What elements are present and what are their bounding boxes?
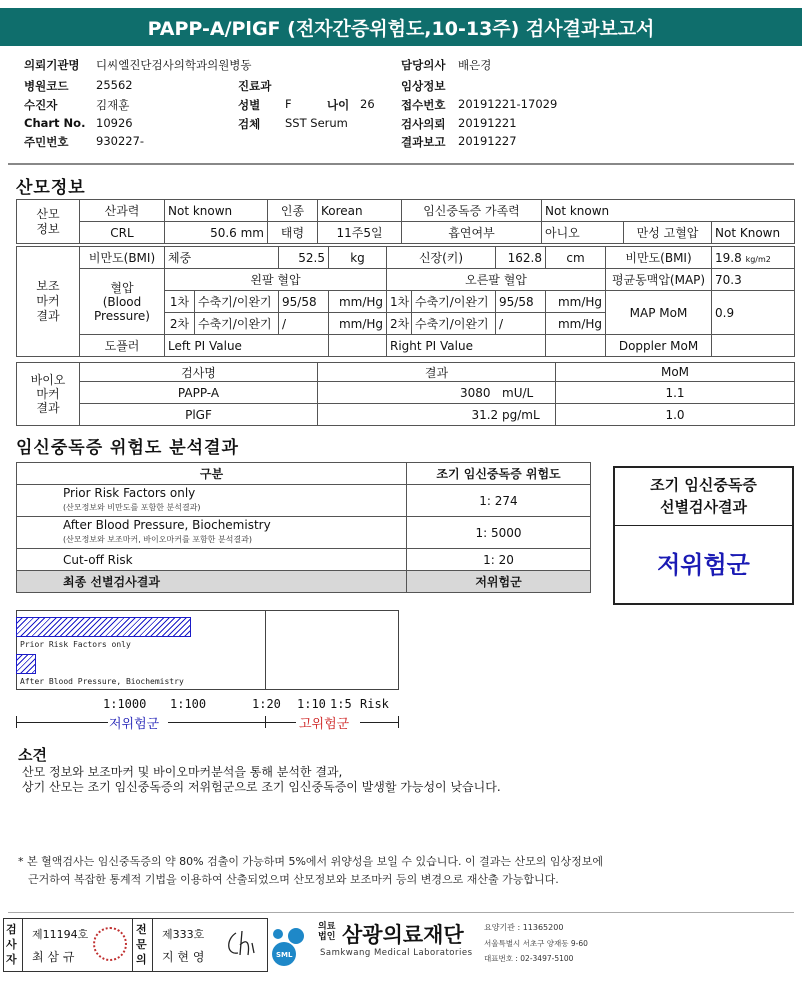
low-risk-line-right <box>168 722 296 723</box>
right-bp1-unit: mm/Hg <box>546 291 606 313</box>
weight-unit: kg <box>329 247 387 269</box>
risk-value: 1: 274 <box>407 485 591 517</box>
dept-label: 진료과 <box>238 79 272 93</box>
final-result-label: 최종 선별검사결과 <box>17 571 407 593</box>
request-value: 20191221 <box>458 116 517 130</box>
height-value: 162.8 <box>496 247 546 269</box>
org-phone: 대표번호 : 02-3497-5100 <box>484 954 574 963</box>
parity-value: Not known <box>165 200 268 222</box>
risk-note: (산모정보와 비만도를 포함한 분석결과) <box>63 503 201 512</box>
institution-value: 디씨엘진단검사의학과의원병동 <box>96 58 252 72</box>
chart-no-value: 10926 <box>96 116 133 130</box>
org-address: 서울특별시 서초구 양재동 9-60 <box>484 939 588 948</box>
right-round2: 2차 <box>387 313 412 335</box>
final-result-value: 저위험군 <box>407 571 591 593</box>
examiner-label: 검사자 <box>6 923 17 966</box>
smoking-value: 아니오 <box>542 222 624 244</box>
race-label: 인종 <box>268 200 318 222</box>
request-label: 검사의뢰 <box>401 117 446 131</box>
specialist-no: 제333호 <box>162 928 205 941</box>
chart-no-label: Chart No. <box>24 116 86 130</box>
recipient-label: 수진자 <box>24 98 58 112</box>
markers-table <box>16 246 795 357</box>
signature-icon <box>222 925 262 961</box>
risk-bar-after-label: After Blood Pressure, Biochemistry <box>20 677 184 686</box>
left-pi-value <box>329 335 387 357</box>
right-pi-label: Right PI Value <box>387 335 546 357</box>
risk-bar-after <box>16 654 36 674</box>
examiner-no: 제11194호 <box>32 928 89 941</box>
col-early-risk: 조기 임신중독증 위험도 <box>407 463 591 485</box>
map-mom-label: MAP MoM <box>606 291 712 335</box>
family-history-label: 임신중독증 가족력 <box>402 200 542 222</box>
sex-label: 성별 <box>238 98 261 112</box>
right-sd-label-2: 수축기/이완기 <box>412 313 496 335</box>
report-title: PAPP-A/PlGF (전자간증위험도,10-13주) 검사결과보고서 <box>0 8 802 46</box>
sex-value: F <box>285 97 292 111</box>
tick-label: 1:20 <box>252 697 281 711</box>
report-label: 결과보고 <box>401 135 446 149</box>
maternal-group-label: 산모 정보 <box>17 200 80 244</box>
ga-label: 태령 <box>268 222 318 244</box>
risk-chart-cutoff-line <box>265 610 266 690</box>
tick-label: 1:1000 <box>103 697 147 711</box>
facility-no: 요양기관 : 11365200 <box>484 923 564 932</box>
height-unit: cm <box>546 247 606 269</box>
screening-result-title: 조기 임신중독증 선별검사결과 <box>615 468 792 526</box>
right-bp2-unit: mm/Hg <box>546 313 606 335</box>
specialist-label: 전문의 <box>136 923 147 966</box>
htn-value: Not Known <box>712 222 795 244</box>
biomarker-result <box>318 404 556 426</box>
right-bp-label: 오른팔 혈압 <box>387 269 606 291</box>
left-bp1-value: 95/58 <box>279 291 329 313</box>
risk-row-label <box>17 485 407 517</box>
hospital-code-label: 병원코드 <box>24 79 69 93</box>
footnote-line-1: * 본 혈액검사는 임신중독증의 약 80% 검출이 가능하며 5%에서 위양성을 보일 수 있습니다. 이 결과는 산모의 임상정보에 <box>18 855 604 868</box>
signature-divider <box>132 918 133 972</box>
specialist-name: 지 현 영 <box>162 950 205 964</box>
race-value: Korean <box>318 200 402 222</box>
high-risk-label: 고위험군 <box>299 717 350 732</box>
accession-label: 접수번호 <box>401 98 446 112</box>
right-round1: 1차 <box>387 291 412 313</box>
org-en-name: Samkwang Medical Laboratories <box>320 948 473 958</box>
risk-value: 1: 5000 <box>407 517 591 549</box>
sml-logo-icon <box>270 920 310 970</box>
doppler-mom-value <box>712 335 795 357</box>
risk-row-label <box>17 517 407 549</box>
left-sd-label-1: 수축기/이완기 <box>195 291 279 313</box>
tick-label: 1:5 <box>330 697 352 711</box>
left-bp1-unit: mm/Hg <box>329 291 387 313</box>
clinical-label: 임상정보 <box>401 79 446 93</box>
col-category: 구분 <box>17 463 407 485</box>
maternal-table <box>16 199 795 244</box>
family-history-value: Not known <box>542 200 795 222</box>
screening-result-value: 저위험군 <box>657 551 750 579</box>
left-bp2-unit: mm/Hg <box>329 313 387 335</box>
tick-label: 1:100 <box>170 697 207 711</box>
biomarker-mom: 1.1 <box>556 382 795 404</box>
bmi-section-label: 비만도(BMI) <box>80 247 165 269</box>
parity-label: 산과력 <box>80 200 165 222</box>
right-bp2-value: / <box>496 313 546 335</box>
high-risk-tick <box>398 716 399 728</box>
biomarker-name: PAPP-A <box>80 382 318 404</box>
footnote-line-2: 근거하여 복잡한 통계적 기법을 이용하여 산출되었으며 산모정보와 보조마커 등의 변경으로 재산출 가능합니다. <box>28 873 559 886</box>
maternal-section-title: 산모정보 <box>16 178 86 198</box>
markers-group-label: 보조 마커 결과 <box>17 247 80 357</box>
risk-row-label <box>17 549 407 571</box>
doctor-label: 담당의사 <box>401 58 446 72</box>
specimen-label: 검체 <box>238 117 261 131</box>
map-label: 평균동맥압(MAP) <box>606 269 712 291</box>
left-sd-label-2: 수축기/이완기 <box>195 313 279 335</box>
bmi-label: 비만도(BMI) <box>606 247 712 269</box>
footer-separator <box>8 912 794 913</box>
map-value: 70.3 <box>712 269 795 291</box>
col-mom: MoM <box>556 363 795 382</box>
crl-label: CRL <box>80 222 165 244</box>
biomarker-mom: 1.0 <box>556 404 795 426</box>
risk-label: After Blood Pressure, Biochemistry <box>63 518 271 532</box>
left-bp-label: 왼팔 혈압 <box>165 269 387 291</box>
right-bp1-value: 95/58 <box>496 291 546 313</box>
weight-value: 52.5 <box>279 247 329 269</box>
col-result: 결과 <box>318 363 556 382</box>
right-sd-label-1: 수축기/이완기 <box>412 291 496 313</box>
crl-value: 50.6 mm <box>165 222 268 244</box>
logo-text: SML <box>276 951 293 959</box>
resident-no-label: 주민번호 <box>24 135 69 149</box>
biomarker-unit: mU/L <box>502 385 534 400</box>
institution-label: 의뢰기관명 <box>24 58 80 72</box>
risk-label: Cut-off Risk <box>63 552 133 567</box>
risk-bar-prior-label: Prior Risk Factors only <box>20 640 131 649</box>
comment-line-1: 산모 정보와 보조마커 및 바이오마커분석을 통해 분석한 결과, <box>22 765 343 779</box>
specimen-value: SST Serum <box>285 116 348 130</box>
comment-title: 소견 <box>18 746 47 764</box>
bmi-value: 19.8 <box>715 250 742 265</box>
risk-bar-prior <box>16 617 191 637</box>
signature-divider <box>22 918 23 972</box>
height-label: 신장(키) <box>387 247 496 269</box>
hospital-code-value: 25562 <box>96 78 133 92</box>
doppler-mom-label: Doppler MoM <box>606 335 712 357</box>
bmi-value-cell <box>712 247 795 269</box>
resident-no-value: 930227- <box>96 134 145 148</box>
left-pi-label: Left PI Value <box>165 335 329 357</box>
cutoff-tick <box>265 716 266 728</box>
risk-section-title: 임신중독증 위험도 분석결과 <box>16 438 239 458</box>
age-value: 26 <box>360 97 375 111</box>
right-pi-value <box>546 335 606 357</box>
doctor-value: 배은경 <box>458 58 492 72</box>
risk-table <box>16 462 591 593</box>
biomarker-unit: pg/mL <box>502 407 540 422</box>
left-round2: 2차 <box>165 313 195 335</box>
left-round1: 1차 <box>165 291 195 313</box>
biomarker-name: PlGF <box>80 404 318 426</box>
examiner-seal-icon <box>93 927 127 961</box>
low-risk-line-left <box>16 722 108 723</box>
risk-value: 1: 20 <box>407 549 591 571</box>
high-risk-line <box>360 722 398 723</box>
low-risk-label: 저위험군 <box>109 717 160 732</box>
org-name: 삼광의료재단 <box>342 923 464 947</box>
map-mom-value: 0.9 <box>712 291 795 335</box>
smoking-label: 흡연여부 <box>402 222 542 244</box>
screening-result-box <box>613 466 794 605</box>
org-tag: 의료법인 <box>318 922 336 942</box>
bmi-unit: kg/m2 <box>745 254 771 264</box>
bp-label: 혈압 (Blood Pressure) <box>80 269 165 335</box>
htn-label: 만성 고혈압 <box>624 222 712 244</box>
weight-label: 체중 <box>165 247 279 269</box>
doppler-label: 도플러 <box>80 335 165 357</box>
biomarkers-group-label: 바이오 마커 결과 <box>17 363 80 426</box>
comment-line-2: 상기 산모는 조기 임신중독증의 저위험군으로 조기 임신중독증이 발생할 가능성이 낮습니다. <box>22 780 501 794</box>
biomarker-value: 3080 <box>460 385 491 400</box>
header-separator <box>8 163 794 165</box>
examiner-name: 최 삼 규 <box>32 950 75 964</box>
risk-note: (산모정보와 보조마커, 바이오마커를 포함한 분석결과) <box>63 535 252 544</box>
low-risk-tick <box>16 716 17 728</box>
biomarker-result <box>318 382 556 404</box>
biomarkers-table <box>16 362 795 426</box>
biomarker-value: 31.2 <box>471 407 499 422</box>
col-test-name: 검사명 <box>80 363 318 382</box>
left-bp2-value: / <box>279 313 329 335</box>
report-value: 20191227 <box>458 134 517 148</box>
age-label: 나이 <box>327 98 350 112</box>
recipient-value: 김재훈 <box>96 98 130 112</box>
tick-label: 1:10 <box>297 697 326 711</box>
ga-value: 11주5일 <box>318 222 402 244</box>
signature-divider <box>152 918 153 972</box>
accession-value: 20191221-17029 <box>458 97 558 111</box>
tick-label: Risk <box>360 697 389 711</box>
risk-label: Prior Risk Factors only <box>63 486 196 500</box>
